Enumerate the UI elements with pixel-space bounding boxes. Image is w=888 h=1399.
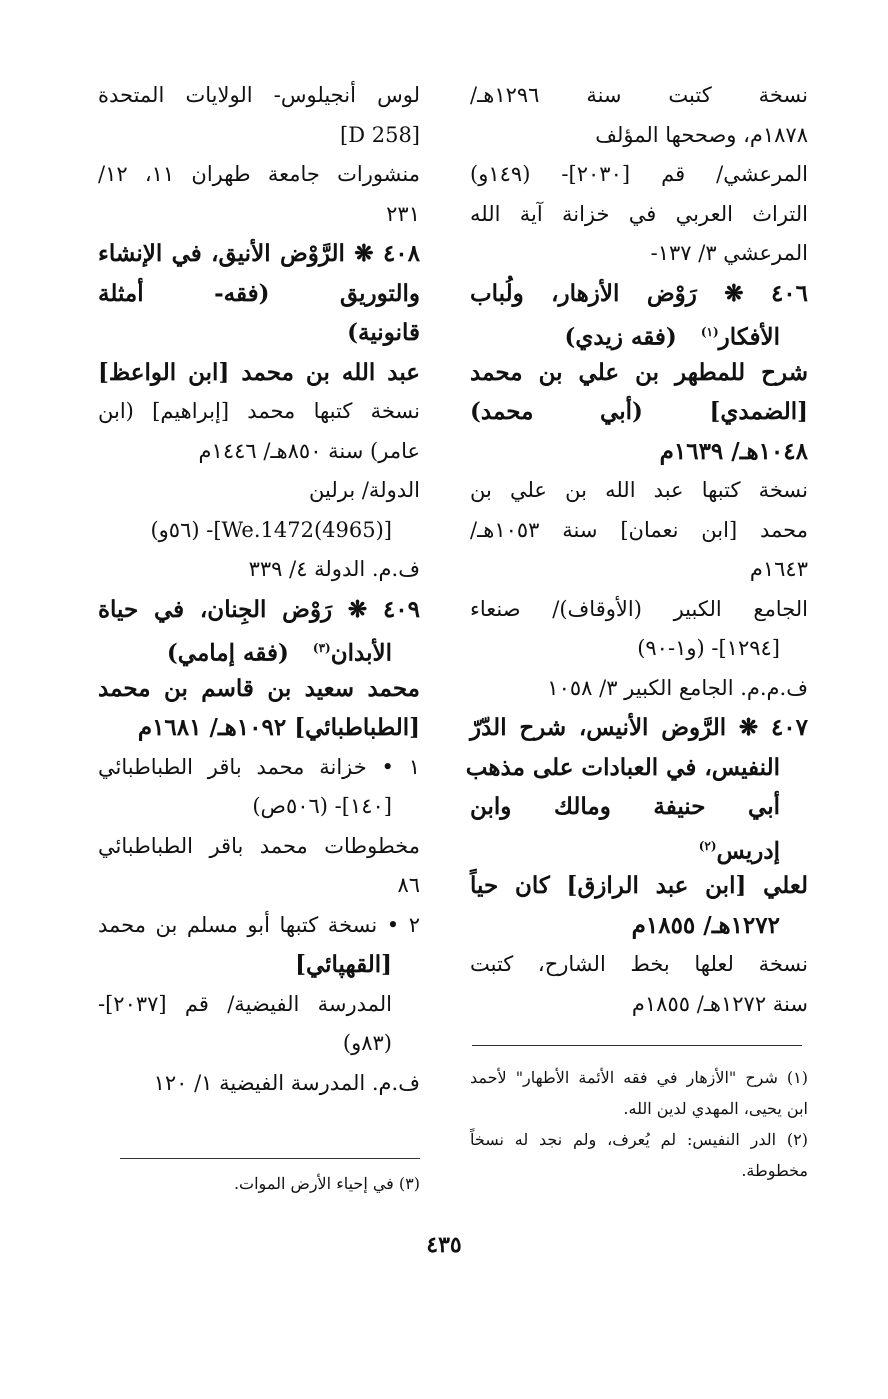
text-line: المدرسة الفيضية/ قم [٢٠٣٧]- bbox=[98, 991, 392, 1016]
text-line: ٨٦ bbox=[397, 873, 420, 897]
text-line: (٨٣و) bbox=[342, 1031, 392, 1055]
text-line: محمد [ابن نعمان] سنة ١٠٥٣هـ/ bbox=[470, 517, 808, 542]
text-line: ١٨٧٨م، وصححها المؤلف bbox=[595, 122, 808, 147]
page-number: ٤٣٥ bbox=[426, 1232, 462, 1258]
entry-409-subject: (فقه إمامي) bbox=[166, 639, 289, 667]
text-line: نسخة لعلها بخط الشارح، كتبت bbox=[470, 952, 808, 976]
entry-409-title-cont bbox=[98, 629, 420, 669]
entry-406-subject: (فقه زيدي) bbox=[564, 323, 677, 351]
text-line: [D 258] bbox=[340, 122, 420, 147]
entry-407-author: لعلي [ابن عبد الرازق] كان حياً bbox=[470, 872, 808, 899]
text-line: منشورات جامعة طهران ١١، ١٢/ bbox=[98, 162, 421, 186]
footnotes-right bbox=[470, 1062, 808, 1186]
entry-407-title-cont bbox=[470, 827, 808, 867]
text-line: [(4965)We.1472]- (٥٦و) bbox=[150, 517, 392, 542]
entry-409-title: ٤٠٩ ❋ رَوْض الجِنان، في حياة bbox=[98, 595, 420, 623]
entry-408-author: عبد الله بن محمد [ابن الواعظ] bbox=[98, 358, 420, 386]
text-line: ف.م. المدرسة الفيضية ١/ ١٢٠ bbox=[153, 1070, 420, 1095]
entry-408-title-cont: قانونية) bbox=[347, 319, 420, 346]
left-column bbox=[98, 76, 420, 1103]
footnote-divider bbox=[472, 1045, 802, 1046]
entry-406-author-cont: [الضمدي] (أبي محمد) bbox=[470, 398, 808, 425]
entry-409-author: محمد سعيد بن قاسم بن محمد bbox=[98, 674, 420, 702]
footnote-ref: (١) bbox=[700, 325, 719, 339]
text-line: الدولة/ برلين bbox=[309, 478, 420, 502]
entry-407-title-word: إدريس bbox=[716, 837, 780, 865]
entry-409-title-word: الأبدان bbox=[330, 639, 392, 667]
footnote: (٢) الدر النفيس: لم يُعرف، ولم نجد له نسخاً bbox=[470, 1130, 808, 1149]
text-line: مخطوطات محمد باقر الطباطبائي bbox=[98, 833, 420, 858]
entry-407-title: ٤٠٧ ❋ الرَّوض الأنيس، شرح الدّرّ bbox=[470, 714, 808, 741]
text-line: [١٤٠]- (٥٠٦ص) bbox=[252, 794, 392, 818]
entry-409-author-cont: [الطباطبائي] ١٠٩٢هـ/ ١٦٨١م bbox=[137, 714, 420, 741]
text-line: عامر) سنة ٨٥٠هـ/ ١٤٤٦م bbox=[198, 438, 420, 463]
entry-408-title-cont: والتوريق (فقه- أمثلة bbox=[98, 279, 420, 307]
entry-407-title-cont: النفيس، في العبادات على مذهب bbox=[465, 753, 780, 781]
footnote-cont: ابن يحيى، المهدي لدين الله. bbox=[623, 1099, 808, 1118]
text-line: المرعشي ٣/ ١٣٧- bbox=[650, 241, 808, 265]
entry-406-title-cont bbox=[470, 313, 808, 353]
text-line: ف.م.م. الجامع الكبير ٣/ ١٠٥٨ bbox=[547, 675, 808, 700]
text-line: [القهپائي] bbox=[295, 951, 392, 978]
text-line: الجامع الكبير (الأوقاف)/ صنعاء bbox=[470, 596, 808, 621]
text-line: سنة ١٢٧٢هـ/ ١٨٥٥م bbox=[631, 991, 808, 1016]
entry-408-title: ٤٠٨ ❋ الرَّوْض الأنيق، في الإنشاء bbox=[98, 240, 420, 267]
footnote-cont: مخطوطة. bbox=[741, 1161, 808, 1180]
footnotes-left bbox=[98, 1168, 420, 1199]
list-item: ١ • خزانة محمد باقر الطباطبائي bbox=[98, 754, 420, 779]
text-line: المرعشي/ قم [٢٠٣٠]- (١٤٩و) bbox=[470, 162, 808, 186]
entry-407-date: ١٢٧٢هـ/ ١٨٥٥م bbox=[631, 911, 780, 939]
text-line: لوس أنجيلوس- الولايات المتحدة bbox=[98, 83, 420, 107]
text-line: [١٢٩٤]- (و١-٩٠) bbox=[637, 636, 780, 660]
footnote-divider bbox=[120, 1158, 420, 1159]
entry-406-title: ٤٠٦ ❋ رَوْض الأزهار، ولُباب bbox=[470, 279, 808, 307]
right-column bbox=[465, 76, 808, 1024]
footnote-ref: (٢) bbox=[698, 838, 717, 853]
text-line: نسخة كتبت سنة ١٢٩٦هـ/ bbox=[470, 83, 808, 107]
entry-406-date: ١٠٤٨هـ/ ١٦٣٩م bbox=[659, 437, 808, 465]
text-line: ٢٣١ bbox=[386, 201, 420, 226]
text-line: ١٦٤٣م bbox=[749, 557, 808, 581]
text-line: ف.م. الدولة ٤/ ٣٣٩ bbox=[248, 557, 420, 581]
footnote-ref: (٣) bbox=[312, 641, 331, 655]
text-line: نسخة كتبها عبد الله بن علي بن bbox=[470, 478, 808, 502]
text-line: التراث العربي في خزانة آية الله bbox=[470, 201, 808, 226]
entry-406-author: شرح للمطهر بن علي بن محمد bbox=[470, 358, 808, 386]
footnote: (٣) في إحياء الأرض الموات. bbox=[233, 1174, 420, 1193]
text-line: نسخة كتبها محمد [إبراهيم] (ابن bbox=[98, 399, 420, 423]
entry-407-title-cont: أبي حنيفة ومالك وابن bbox=[470, 793, 780, 820]
footnote: (١) شرح "الأزهار في فقه الأئمة الأطهار" لأحمد bbox=[470, 1068, 808, 1087]
entry-406-title-word: الأفكار bbox=[718, 323, 780, 351]
list-item: ٢ • نسخة كتبها أبو مسلم بن محمد bbox=[98, 912, 420, 937]
